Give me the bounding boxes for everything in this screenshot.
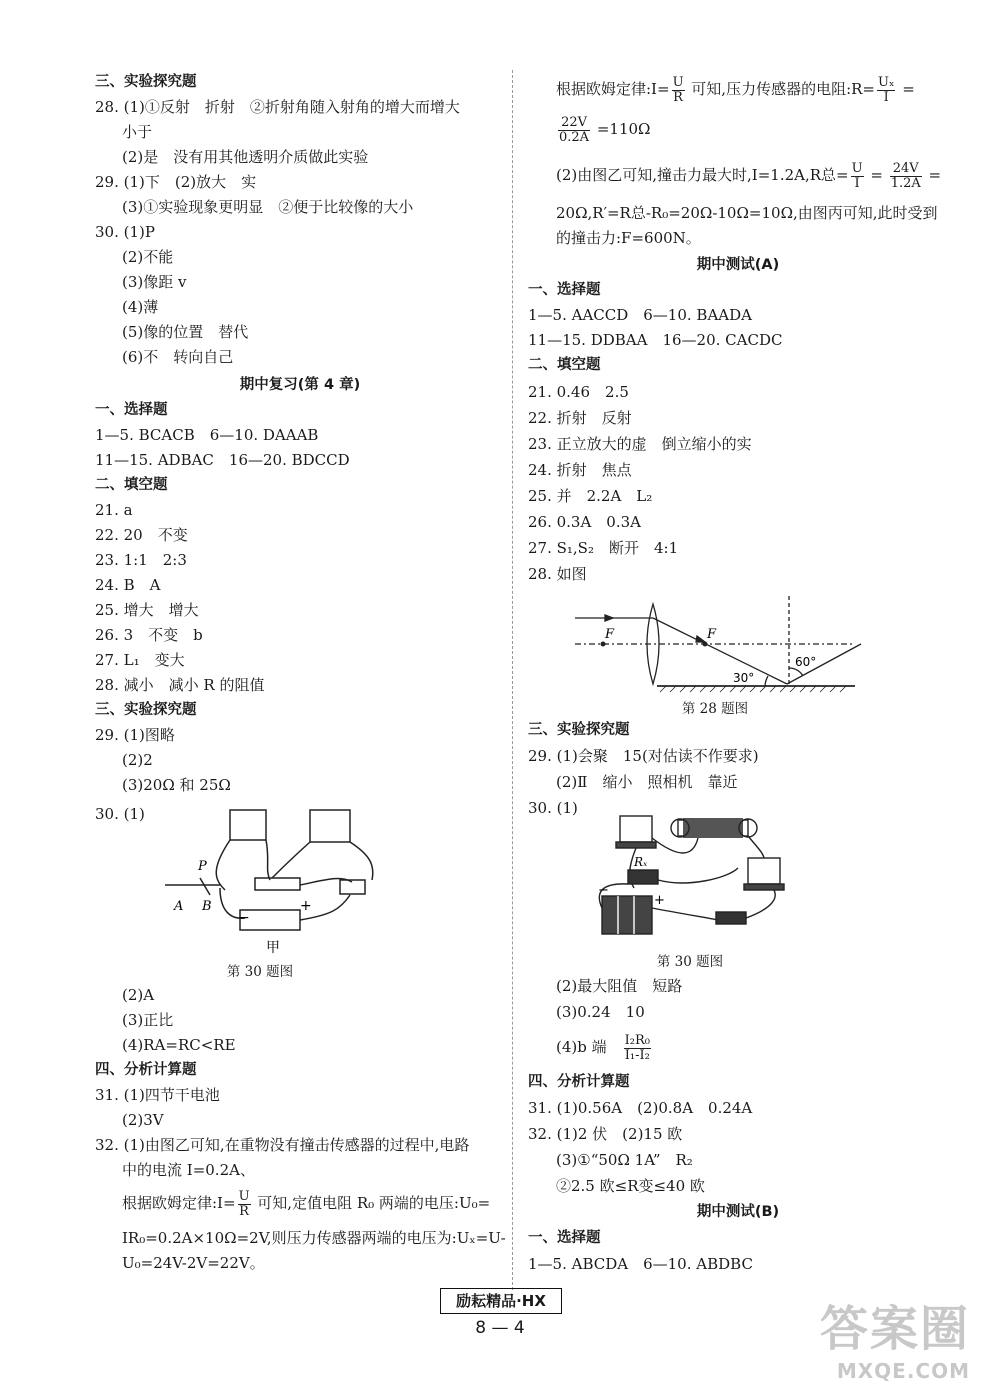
fraction: $\frac{U}{R}$ <box>238 1188 250 1219</box>
chapter-title: 期中测试(A) <box>696 257 780 273</box>
rheostat-slider <box>200 878 210 895</box>
section-heading: 三、实验探究题 <box>95 702 197 718</box>
ammeter-meter <box>620 816 652 842</box>
brand-logo: 励耘精品·HX <box>440 1288 562 1314</box>
answer-line: 28. (1)①反射 折射 ②折射角随入射角的增大而增大 <box>95 98 460 116</box>
switch <box>340 880 365 894</box>
ray-arrow <box>696 636 705 642</box>
answer-line: (4)RA=RC<RE <box>122 1036 236 1054</box>
answer-line: 29. (1)下 (2)放大 实 <box>95 173 257 191</box>
answer-line: 25. 增大 增大 <box>95 601 199 619</box>
voltmeter-meter <box>310 810 350 842</box>
answer-line: 26. 3 不变 b <box>95 626 203 644</box>
answer-line: U₀=24V-2V=22V。 <box>122 1254 265 1272</box>
answer-line: 11—15. ADBAC 16—20. BDCCD <box>95 451 350 469</box>
section-heading: 二、填空题 <box>528 357 601 373</box>
fraction: $\frac{\text{Uₓ}}{I}$ <box>878 74 895 105</box>
answer-line: (2)2 <box>122 751 153 769</box>
answer-line: 22. 折射 反射 <box>528 409 632 427</box>
focal-point <box>601 642 606 647</box>
mirror-hatching <box>660 686 846 692</box>
answer-line: ②2.5 欧≤R变≤40 欧 <box>556 1177 705 1195</box>
circuit-figure-left <box>160 800 390 960</box>
label-minus: − <box>598 883 609 898</box>
fraction: $\frac{24V}{1.2A}$ <box>890 160 921 191</box>
watermark-url: MXQE.COM <box>836 1359 970 1383</box>
wire <box>272 842 310 878</box>
answer-line: 29. (1)图略 <box>95 726 175 744</box>
formula-line: $\frac{22V}{0.2A}$ =110Ω <box>559 114 651 145</box>
answer-line: (2)A <box>122 986 155 1004</box>
answer-line: 21. 0.46 2.5 <box>528 383 629 401</box>
wire <box>746 890 775 918</box>
answer-line: 中的电流 I=0.2A、 <box>122 1161 255 1179</box>
answer-line: 1—5. ABCDA 6—10. ABDBC <box>528 1255 753 1273</box>
ammeter-meter <box>230 810 266 840</box>
answer-line: (2)3V <box>122 1111 164 1129</box>
answer-line: 24. 折射 焦点 <box>528 461 632 479</box>
answer-line: 27. S₁,S₂ 断开 4:1 <box>528 539 679 557</box>
voltmeter-meter <box>748 858 780 884</box>
circuit-figure-right <box>598 808 798 948</box>
fraction: $\frac{22V}{0.2A}$ <box>559 114 590 145</box>
answer-line: (3)正比 <box>122 1011 174 1029</box>
label-minus: − <box>238 910 250 926</box>
answer-line: 23. 正立放大的虚 倒立缩小的实 <box>528 435 752 453</box>
answer-line: 小于 <box>122 123 153 141</box>
label-plus: + <box>300 898 312 914</box>
label-30deg: 30° <box>733 671 755 685</box>
section-heading: 三、实验探究题 <box>528 722 630 738</box>
answer-line: (3)①“50Ω 1A” R₂ <box>556 1151 693 1169</box>
figure-caption: 第 30 题图 <box>226 964 294 980</box>
section-heading: 一、选择题 <box>95 402 168 418</box>
formula-line: (4)b 端 $\frac{\text{I₂R₀}}{\text{I₁-I₂}}$ <box>556 1032 650 1063</box>
wire <box>652 908 718 920</box>
resistor-board <box>255 878 300 890</box>
battery-pack <box>602 896 652 934</box>
answer-line: IR₀=0.2A×10Ω=2V,则压力传感器两端的电压为:Uₓ=U- <box>122 1229 506 1247</box>
answer-line: 21. a <box>95 501 133 519</box>
label-f-left: F <box>605 627 615 642</box>
section-heading: 一、选择题 <box>528 1230 601 1246</box>
wire <box>652 838 698 853</box>
resistor-rx <box>628 870 658 884</box>
switch <box>716 912 746 924</box>
formula-line: (2)由图乙可知,撞击力最大时,I=1.2A,R总= $\frac{U}{I}$ = $\frac{24V}{1.2A}$ = <box>556 160 942 191</box>
answer-line: (2)不能 <box>122 248 174 266</box>
fraction: $\frac{U}{R}$ <box>672 74 684 105</box>
figure-caption: 第 30 题图 <box>656 954 724 970</box>
formula-line: 根据欧姆定律:I= $\frac{U}{R}$ 可知,定值电阻 R₀ 两端的电压:U₀= <box>122 1188 491 1219</box>
answer-line: 1—5. BCACB 6—10. DAAAB <box>95 426 319 444</box>
column-divider <box>512 70 513 1290</box>
chapter-title: 期中测试(B) <box>696 1204 780 1220</box>
label-b: B <box>202 899 212 914</box>
page-number: 8 — 4 <box>475 1318 525 1338</box>
answer-line: 11—15. DDBAA 16—20. CACDC <box>528 331 783 349</box>
answer-line: (3)0.24 10 <box>556 1003 645 1021</box>
watermark-text: 答案圈 <box>819 1301 970 1357</box>
formula-line: 根据欧姆定律:I= $\frac{U}{R}$ 可知,压力传感器的电阻:R= $\frac{\text{Uₓ}}{I}$ = <box>556 74 915 105</box>
focal-point <box>703 642 708 647</box>
answer-line: (4)薄 <box>122 298 159 316</box>
answer-line: 31. (1)0.56A (2)0.8A 0.24A <box>528 1099 753 1117</box>
label-f-right: F <box>707 627 717 642</box>
answer-line: 的撞击力:F=600N。 <box>556 229 701 247</box>
answer-line: (3)像距 v <box>122 273 187 291</box>
answer-line: 25. 并 2.2A L₂ <box>528 487 653 505</box>
label-60deg: 60° <box>795 655 817 669</box>
answer-line: 24. B A <box>95 576 161 594</box>
answer-line: 28. 如图 <box>528 565 587 583</box>
answer-line: (6)不 转向自己 <box>122 348 234 366</box>
answer-line: 28. 减小 减小 R 的阻值 <box>95 676 265 694</box>
wire <box>350 842 373 880</box>
answer-line: 26. 0.3A 0.3A <box>528 513 641 531</box>
lens-ray-diagram <box>565 596 865 696</box>
chapter-title: 期中复习(第 4 章) <box>239 377 361 393</box>
fraction: $\frac{\text{I₂R₀}}{\text{I₁-I₂}}$ <box>624 1032 650 1063</box>
section-heading: 一、选择题 <box>528 282 601 298</box>
label-plus: + <box>654 893 665 908</box>
watermark <box>820 1290 970 1383</box>
figure-caption: 第 28 题图 <box>681 701 749 717</box>
section-heading: 三、实验探究题 <box>95 74 197 90</box>
answer-line: (2)是 没有用其他透明介质做此实验 <box>122 148 369 166</box>
answer-line: 32. (1)由图乙可知,在重物没有撞击传感器的过程中,电路 <box>95 1136 470 1154</box>
answer-line: 30. (1) <box>528 799 578 817</box>
answer-line: 20Ω,R′=R总-R₀=20Ω-10Ω=10Ω,由图丙可知,此时受到 <box>556 204 938 222</box>
answer-line: (5)像的位置 替代 <box>122 323 249 341</box>
answer-line: 1—5. AACCD 6—10. BAADA <box>528 306 752 324</box>
fraction: $\frac{U}{I}$ <box>851 160 863 191</box>
section-heading: 二、填空题 <box>95 477 168 493</box>
refracted-ray <box>653 618 787 684</box>
ray-arrow <box>605 615 613 621</box>
label-a: A <box>174 899 184 914</box>
wire <box>216 840 230 890</box>
wire <box>658 868 738 883</box>
wire <box>748 836 764 858</box>
answer-line: 22. 20 不变 <box>95 526 188 544</box>
answer-line: (3)①实验现象更明显 ②便于比较像的大小 <box>122 198 414 216</box>
figure-sublabel: 甲 <box>266 940 280 956</box>
answer-line: (2)Ⅱ 缩小 照相机 靠近 <box>556 773 738 791</box>
answer-line: 29. (1)会聚 15(对估读不作要求) <box>528 747 759 765</box>
answer-line: 23. 1:1 2:3 <box>95 551 187 569</box>
answer-line: 31. (1)四节干电池 <box>95 1086 220 1104</box>
section-heading: 四、分析计算题 <box>95 1062 197 1078</box>
answer-line: 27. L₁ 变大 <box>95 651 185 669</box>
label-rx: Rₓ <box>634 855 648 869</box>
label-p: P <box>198 859 207 874</box>
answer-line: 30. (1)P <box>95 223 155 241</box>
answer-line: 32. (1)2 伏 (2)15 欧 <box>528 1125 683 1143</box>
angle-arc <box>765 676 768 686</box>
answer-line: (3)20Ω 和 25Ω <box>122 776 231 794</box>
wire <box>266 840 270 880</box>
section-heading: 四、分析计算题 <box>528 1074 630 1090</box>
angle-arc <box>789 668 803 676</box>
answer-line: (2)最大阻值 短路 <box>556 977 683 995</box>
answer-line: 30. (1) <box>95 805 145 823</box>
